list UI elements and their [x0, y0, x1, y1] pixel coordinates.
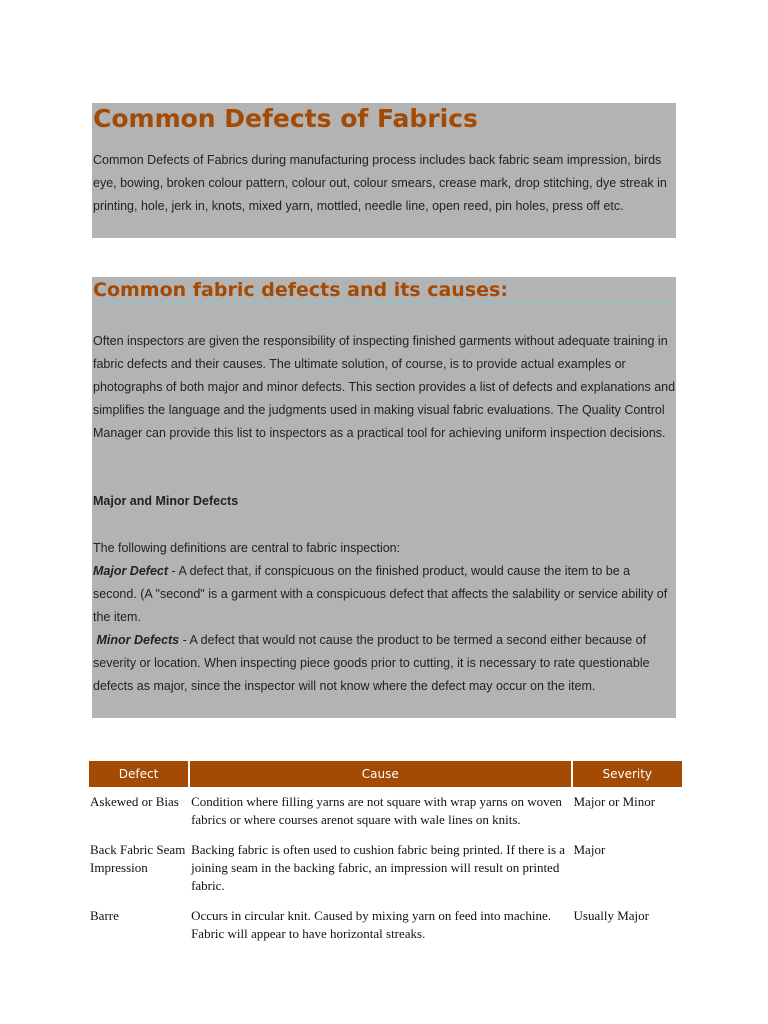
major-defect-term: Major Defect: [93, 564, 169, 578]
header-severity: Severity: [573, 761, 683, 787]
major-minor-subheading: Major and Minor Defects: [93, 494, 239, 508]
major-defect-text: - A defect that, if conspicuous on the finished product, would cause the item to be a second. (A "second" is a garment with a conspicuous defect that affects the salability or service ability of the item.: [93, 564, 668, 624]
header-cause: Cause: [190, 761, 570, 787]
severity-cell: Major: [573, 842, 606, 857]
table-row: [89, 837, 682, 901]
severity-cell: Major or Minor: [573, 794, 656, 809]
defects-table: [87, 759, 684, 951]
cause-cell: Condition where filling yarns are not square with wrap yarns on woven fabrics or where courses arenot square with wale lines on knits.: [191, 794, 562, 827]
causes-heading: Common fabric defects and its causes:: [93, 279, 508, 301]
cause-cell: Backing fabric is often used to cushion fabric being printed. If there is a joining seam in the backing fabric, an impression will result on printed fabric.: [191, 842, 566, 893]
cause-cell: Occurs in circular knit. Caused by mixing yarn on feed into machine. Fabric will appear to have horizontal streaks.: [191, 908, 552, 941]
header-defect: Defect: [89, 761, 188, 787]
heading-underline: [92, 302, 676, 303]
minor-defect-text: - A defect that would not cause the product to be termed a second either because of severity or location. When inspecting piece goods prior to cutting, it is necessary to rate questionable defects as major, since the inspector will not know where the defect may occur on the item.: [93, 633, 650, 693]
definitions-block: [93, 537, 677, 698]
defect-cell: Askewed or Bias: [90, 794, 179, 809]
page-title: Common Defects of Fabrics: [93, 104, 478, 133]
defect-cell: Back Fabric Seam Impression: [90, 842, 186, 875]
defect-cell: Barre: [90, 908, 119, 923]
major-defect-definition: [93, 560, 677, 629]
minor-defect-term: Minor Defects: [96, 633, 180, 647]
table-row: [89, 903, 682, 949]
minor-defect-definition: [93, 629, 677, 698]
definitions-intro: The following definitions are central to fabric inspection:: [93, 541, 401, 555]
intro-paragraph: Common Defects of Fabrics during manufacturing process includes back fabric seam impression, birds eye, bowing, broken colour pattern, colour out, colour smears, crease mark, drop stitching, dye streak in printing, hole, jerk in, knots, mixed yarn, mottled, needle line, open reed, pin holes, press off etc.: [93, 153, 667, 213]
table-header-row: [89, 761, 682, 787]
causes-paragraph: Often inspectors are given the responsibility of inspecting finished garments without adequate training in fabric defects and their causes. The ultimate solution, of course, is to provide actual examples or photographs of both major and minor defects. This section provides a list of defects and explanations and simplifies the language and the judgments used in making visual fabric evaluations. The Quality Control Manager can provide this list to inspectors as a practical tool for achieving uniform inspection decisions.: [93, 334, 676, 440]
severity-cell: Usually Major: [573, 908, 649, 923]
table-row: [89, 789, 682, 835]
